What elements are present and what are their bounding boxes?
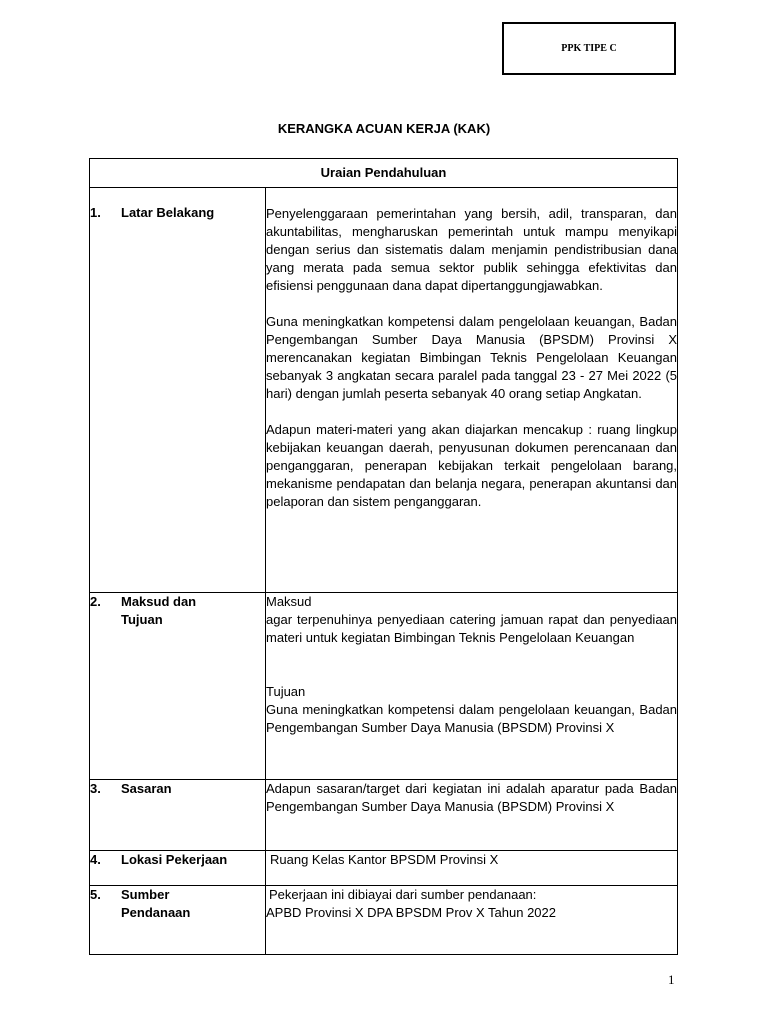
section-label: Latar Belakang <box>121 205 215 220</box>
section-label: Sasaran <box>121 781 172 796</box>
paragraph: Adapun materi-materi yang akan diajarkan mencakup : ruang lingkup kebijakan keuangan daerah, penyusunan dokumen perencanaan dan penganggaran, penerapan kebijakan terkait pengelolaan barang, mekanisme pendapatan dan belanja negara, penerapan akuntansi dan pelaporan dan sistem penganggaran. <box>266 422 678 509</box>
maksud-heading: Maksud <box>266 594 312 609</box>
paragraph: Guna meningkatkan kompetensi dalam pengelolaan keuangan, Badan Pengembangan Sumber Daya Manusia (BPSDM) Provinsi X merencanakan kegiatan Bimbingan Teknis Pengelolaan Keuangan sebanyak 3 angkatan secara paralel pada tanggal 23 - 27 Mei 2022 (5 hari) dengan jumlah peserta sebanyak 40 orang setiap Angkatan. <box>266 314 678 401</box>
section-row-lokasi <box>90 851 678 886</box>
section-label: Tujuan <box>121 612 163 627</box>
section-label: Pendanaan <box>121 905 191 920</box>
document-title: KERANGKA ACUAN KERJA (KAK) <box>277 121 491 136</box>
section-label: Sumber <box>121 887 170 902</box>
table-header-row <box>90 159 678 188</box>
document-type-label: PPK TIPE C <box>561 43 617 54</box>
tujuan-text: Guna meningkatkan kompetensi dalam pengelolaan keuangan, Badan Pengembangan Sumber Daya Manusia (BPSDM) Provinsi X <box>266 702 678 735</box>
section-label-cell <box>90 886 266 955</box>
section-number: 2. <box>90 594 101 609</box>
section-content-lokasi <box>266 851 678 886</box>
section-content-maksud-tujuan <box>266 593 678 780</box>
paragraph: APBD Provinsi X DPA BPSDM Prov X Tahun 2022 <box>266 905 556 920</box>
paragraph: Pekerjaan ini dibiayai dari sumber pendanaan: <box>269 887 537 902</box>
paragraph: Penyelenggaraan pemerintahan yang bersih, adil, transparan, dan akuntabilitas, mengharuskan pemerintah untuk mampu menyikapi dengan serius dan sistematis dalam menjamin pendistribusian dana yang merata pada semua sektor publik sehingga efektivitas dan efisiensi penggunaan dana dapat dipertanggungjawabkan. <box>266 206 678 293</box>
document-type-box <box>502 22 676 75</box>
section-label-cell <box>90 593 266 780</box>
section-row-sasaran <box>90 780 678 851</box>
section-row-sumber-pendanaan <box>90 886 678 955</box>
section-content-sumber-pendanaan <box>266 886 678 955</box>
section-content-sasaran <box>266 780 678 851</box>
kak-table <box>89 158 678 955</box>
section-label-cell <box>90 851 266 886</box>
table-header: Uraian Pendahuluan <box>90 159 678 188</box>
section-number: 3. <box>90 781 101 796</box>
section-label-cell <box>90 780 266 851</box>
section-label-cell <box>90 188 266 593</box>
section-row-latar-belakang <box>90 188 678 593</box>
section-number: 4. <box>90 852 101 867</box>
paragraph: Ruang Kelas Kantor BPSDM Provinsi X <box>270 852 499 867</box>
section-number: 5. <box>90 887 101 902</box>
section-row-maksud-tujuan <box>90 593 678 780</box>
page-number: 1 <box>668 972 675 987</box>
maksud-text: agar terpenuhinya penyediaan catering jamuan rapat dan penyediaan materi untuk kegiatan Bimbingan Teknis Pengelolaan Keuangan <box>266 612 678 645</box>
section-label: Lokasi Pekerjaan <box>121 852 228 867</box>
section-content-latar-belakang <box>266 188 678 593</box>
section-number: 1. <box>90 205 101 220</box>
section-label: Maksud dan <box>121 594 197 609</box>
paragraph: Adapun sasaran/target dari kegiatan ini adalah aparatur pada Badan Pengembangan Sumber Daya Manusia (BPSDM) Provinsi X <box>266 781 678 814</box>
tujuan-heading: Tujuan <box>266 684 306 699</box>
